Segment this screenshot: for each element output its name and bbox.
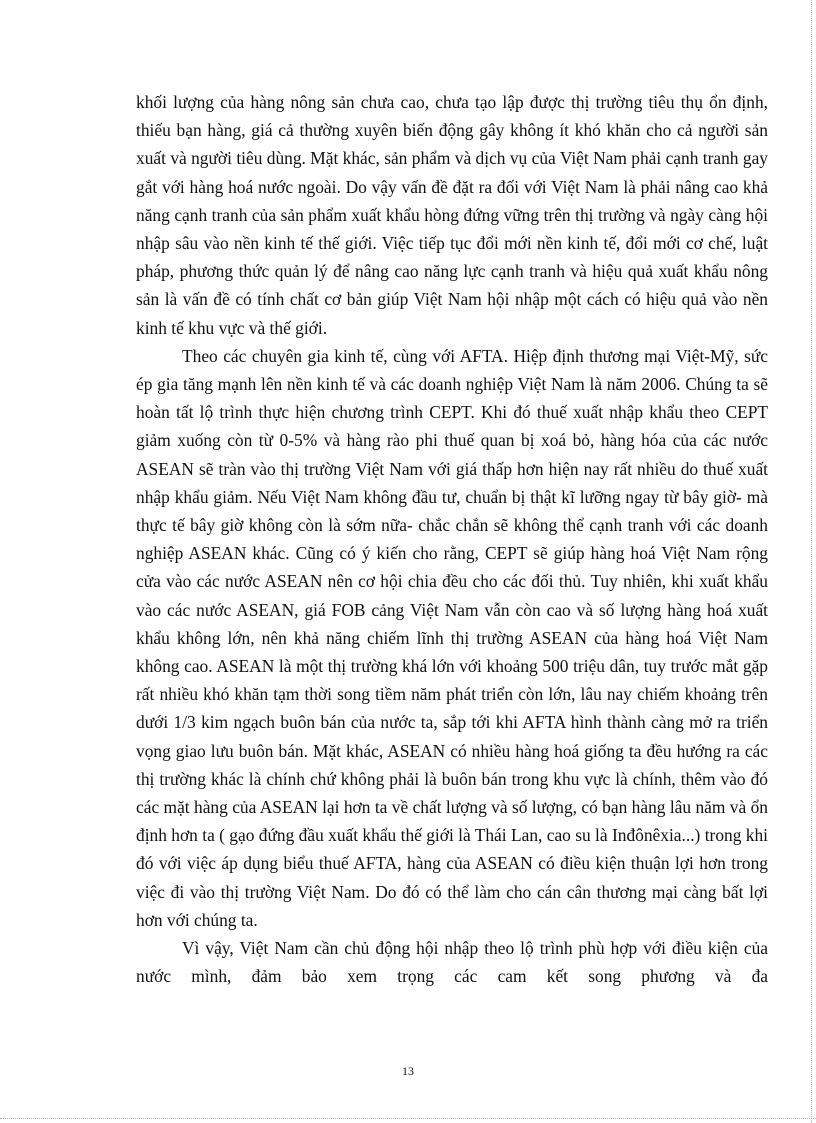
paragraph-3: Vì vậy, Việt Nam cần chủ động hội nhập theo lộ trình phù hợp với điều kiện của nước mình, đảm bảo xem trọng các cam kết song phương và đa bbox=[136, 938, 768, 987]
paragraph-2: Theo các chuyên gia kinh tế, cùng với AFTA. Hiệp định thương mại Việt-Mỹ, sức ép gia tăng mạnh lên nền kinh tế và các doanh nghiệp Việt Nam là năm 2006. Chúng ta sẽ hoàn tất lộ trình thực hiện chương trình CEPT. Khi đó thuế xuất nhập khẩu theo CEPT giảm xuống còn từ 0-5% và hàng rào phi thuế quan bị xoá bỏ, hàng hóa của các nước ASEAN sẽ tràn vào thị trường Việt Nam với giá thấp hơn hiện nay rất nhiều do thuế xuất nhập khẩu giảm. Nếu Việt Nam không đầu tư, chuẩn bị thật kĩ lưỡng ngay từ bây giờ- mà thực tế bây giờ không còn là sớm nữa- chắc chắn sẽ không thể cạnh tranh với các doanh nghiệp ASEAN khác. Cũng có ý kiến cho rằng, CEPT sẽ giúp hàng hoá Việt Nam rộng cửa vào các nước ASEAN nên cơ hội chia đều cho các đối thủ. Tuy nhiên, khi xuất khẩu vào các nước ASEAN, giá FOB cảng Việt Nam vẫn còn cao và số lượng hàng hoá xuất khẩu không lớn, nên khả năng chiếm lĩnh thị trường ASEAN của hàng hoá Việt Nam không cao. ASEAN là một thị trường khá lớn với khoảng 500 triệu dân, tuy trước mắt gặp rất nhiều khó khăn tạm thời song tiềm năm phát triển còn lớn, lâu nay chiếm khoảng trên dưới 1/3 kim ngạch buôn bán của nước ta, sắp tới khi AFTA hình thành càng mở ra triển vọng giao lưu buôn bán. Mặt khác, ASEAN có nhiều hàng hoá giống ta đều hướng ra các thị trường khác là chính chứ không phải là buôn bán trong khu vực là chính, thêm vào đó các mặt hàng của ASEAN lại hơn ta về chất lượng và số lượng, có bạn hàng lâu năm và ổn định hơn ta ( gạo đứng đầu xuất khẩu thế giới là Thái Lan, cao su là Inđônêxia...) trong khi đó với việc áp dụng biểu thuế AFTA, hàng của ASEAN có điều kiện thuận lợi hơn trong việc đi vào thị trường Việt Nam. Do đó có thể làm cho cán cân thương mại càng bất lợi hơn với chúng ta. bbox=[136, 345, 768, 930]
page-number: 13 bbox=[402, 1064, 414, 1078]
paragraph-1: khối lượng của hàng nông sản chưa cao, chưa tạo lập được thị trường tiêu thụ ổn định, thiếu bạn hàng, giá cả thường xuyên biến động gây không ít khó khăn cho cả người sản xuất và người tiêu dùng. Mặt khác, sản phẩm và dịch vụ của Việt Nam phải cạnh tranh gay gắt với hàng hoá nước ngoài. Do vậy vấn đề đặt ra đối với Việt Nam là phải nâng cao khả năng cạnh tranh của sản phẩm xuất khẩu hòng đứng vững trên thị trường và ngày càng hội nhập sâu vào nền kinh tế thế giới. Việc tiếp tục đổi mới nền kinh tế, đổi mới cơ chế, luật pháp, phương thức quản lý để nâng cao năng lực cạnh tranh và hiệu quả xuất khẩu nông sản là vấn đề có tính chất cơ bản giúp Việt Nam hội nhập một cách có hiệu quả vào nền kinh tế khu vực và thế giới. bbox=[136, 92, 768, 338]
body-text bbox=[136, 88, 768, 991]
page-border-right bbox=[811, 0, 812, 1123]
page-border-bottom bbox=[0, 1118, 816, 1119]
